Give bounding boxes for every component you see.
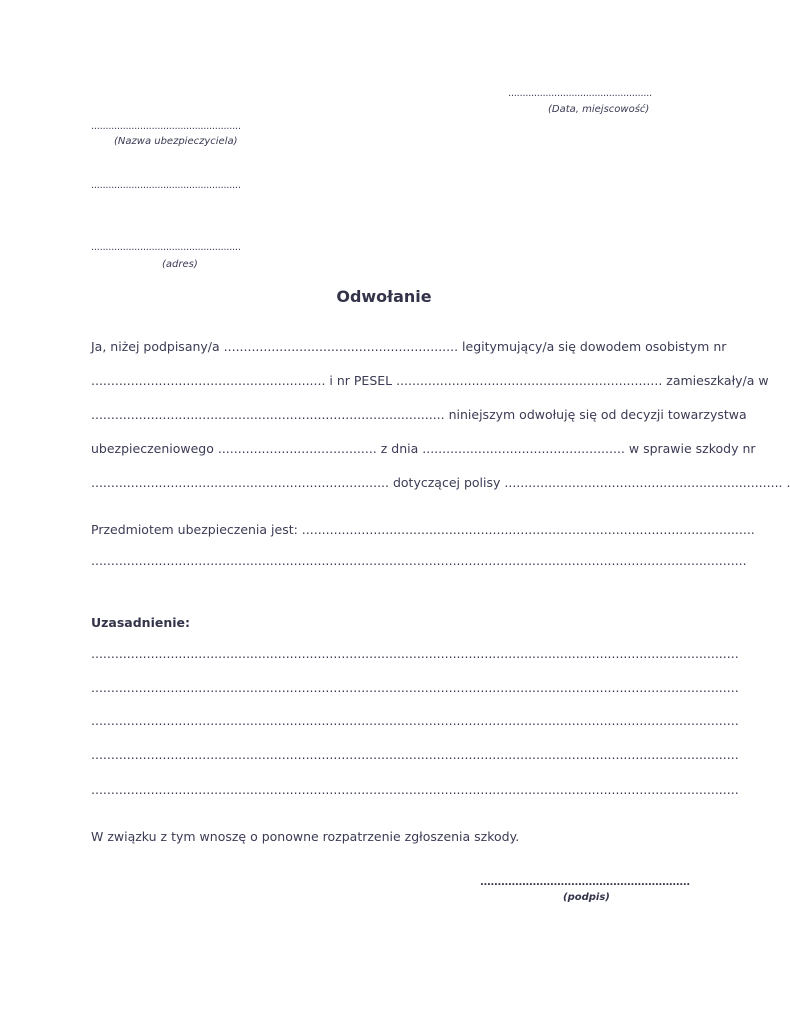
paragraph-line-3: ......................................................................................... niniejszym odwołuję się od decyzji towarzystwa bbox=[91, 407, 747, 422]
closing-request: W związku z tym wnoszę o ponowne rozpatrzenie zgłoszenia szkody. bbox=[91, 829, 520, 844]
justification-line: ................................................................................................................................................................... bbox=[91, 680, 739, 695]
signature-caption: (podpis) bbox=[563, 892, 610, 903]
page-title: Odwołanie bbox=[336, 287, 432, 306]
date-place-line: .................................................. bbox=[508, 88, 652, 99]
justification-heading: Uzasadnienie: bbox=[91, 615, 191, 630]
insurer-name-caption: (Nazwa ubezpieczyciela) bbox=[114, 136, 238, 147]
paragraph-line-2: ........................................................... i nr PESEL ................................................................... zamieszkały/a w bbox=[91, 373, 769, 388]
justification-line: ................................................................................................................................................................... bbox=[91, 782, 739, 797]
signature-line: ............................................................ bbox=[480, 877, 690, 888]
date-place-caption: (Data, miejscowość) bbox=[548, 104, 650, 115]
justification-line: ................................................................................................................................................................... bbox=[91, 747, 739, 762]
address-caption: (adres) bbox=[162, 259, 198, 270]
subject-line-1: Przedmiotem ubezpieczenia jest: .................................................................................................................. bbox=[91, 522, 755, 537]
justification-line: ................................................................................................................................................................... bbox=[91, 646, 739, 661]
paragraph-line-4: ubezpieczeniowego ........................................ z dnia ................................................... w sprawie szkody nr bbox=[91, 441, 756, 456]
address-line: .................................................... bbox=[91, 242, 241, 253]
paragraph-line-1: Ja, niżej podpisany/a ........................................................... legitymujący/a się dowodem osobistym nr bbox=[91, 339, 727, 354]
insurer-extra-line: .................................................... bbox=[91, 180, 241, 191]
insurer-name-line: .................................................... bbox=[91, 121, 241, 132]
paragraph-line-5: ........................................................................... dotyczącej polisy ...................................................................... . bbox=[91, 475, 790, 490]
subject-line-2: ..................................................................................................................................................................... bbox=[91, 553, 747, 568]
justification-line: ................................................................................................................................................................... bbox=[91, 713, 739, 728]
